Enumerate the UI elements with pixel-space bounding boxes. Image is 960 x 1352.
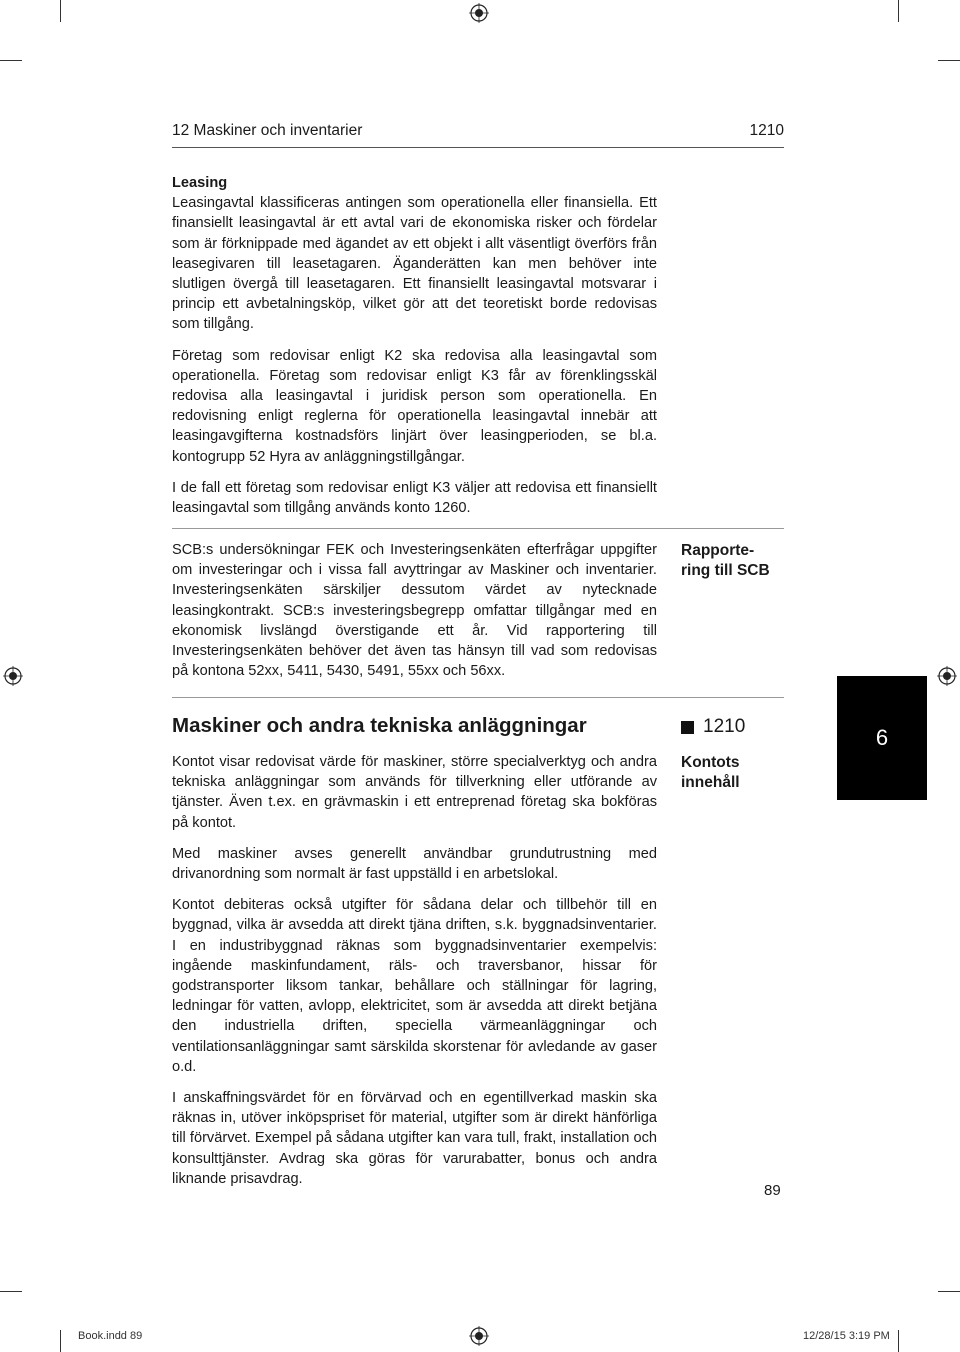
chapter-tab: 6 (837, 676, 927, 800)
paragraph: I de fall ett företag som redovisar enligt K3 väljer att redovisa ett finansiellt leasingavtal som tillgång används konto 1260. (172, 479, 657, 517)
paragraph: Med maskiner avses generellt användbar grundutrustning med drivanordning som normalt är fast uppställd i en arbetslokal. (172, 845, 657, 883)
registration-mark-icon (937, 666, 957, 686)
paragraph: Kontot visar redovisat värde för maskiner, större specialverktyg och andra tekniska anläggningar som används för tillverkning eller utförande av tjänster. Även t.ex. en grävmaskin i ett entreprenad företag ska bokföras på kontot. (172, 754, 657, 831)
section-divider (172, 528, 784, 529)
paragraph: Leasingavtal klassificeras antingen som operationella eller finansiella. Ett finansiellt leasingavtal är ett avtal vari de ekonomiska risker och fördelar som är förknippade med ägandet av ett objekt i allt väsentligt överförs från leasegivaren till leasetagaren. Äganderätten kan men behöver inte slutligen övergå till leasetagaren. Ett finansiellt leasingavtal motsvarar i princip ett avbetalningsköp, vilket gör att det teoretiskt borde redovisas som tillgång. (172, 195, 657, 333)
section-divider (172, 697, 784, 698)
account-number: 1210 (703, 716, 746, 737)
footer-timestamp: 12/28/15 3:19 PM (803, 1330, 890, 1342)
registration-mark-icon (469, 3, 489, 23)
registration-mark-icon (469, 1326, 489, 1346)
scb-section (172, 540, 657, 692)
header-account-number: 1210 (749, 122, 784, 139)
paragraph: Företag som redovisar enligt K2 ska redovisa alla leasingavtal som operationella. Företag som redovisar enligt K3 får av förenklingsskäl redovisa alla leasingavtal i juridisk person som operationella. En redovisning enligt reglerna för operationella leasingavtal innebär att leasingavgifterna kostnadsförs linjärt över leasingperioden, se bl.a. kontogrupp 52 Hyra av anläggningstillgångar. (172, 347, 657, 465)
leasing-heading: Leasing (172, 175, 228, 191)
registration-mark-icon (3, 666, 23, 686)
margin-heading-account-contents: Kontots innehåll (681, 754, 740, 791)
account-marker (681, 716, 745, 738)
chapter-title: 12 Maskiner och inventarier (172, 122, 363, 139)
page-number: 89 (764, 1182, 781, 1199)
leasing-section (172, 173, 657, 529)
header-rule (172, 147, 784, 148)
machines-section (172, 752, 657, 1200)
running-head (172, 122, 784, 140)
square-bullet-icon (681, 721, 694, 734)
footer-filename: Book.indd 89 (78, 1330, 143, 1342)
paragraph: I anskaffningsvärdet för en förvärvad och en egentillverkad maskin ska räknas in, utöver inköpspriset för material, utgifter som är direkt hänförliga till förvärvet. Exempel på sådana utgifter kan vara tull, frakt, installation och konsulttjänster. Avdrag ska göras för varurabatter, bonus och andra liknande prisavdrag. (172, 1090, 657, 1187)
margin-heading-scb: Rapporte- ring till SCB (681, 542, 770, 579)
paragraph: SCB:s undersökningar FEK och Investeringsenkäten efterfrågar uppgifter om investeringar och i vissa fall avyttringar av Maskiner och inventarier. Investeringsenkäten särskiljer dessutom värdet av nytecknade leasingkontrakt. SCB:s investeringsbegrepp omfattar tillgångar med en ekonomisk livslängd överstigande ett år. Vid rapportering till Investeringsenkäten behöver det även tas hänsyn till vad som redovisas på kontona 52xx, 5411, 5430, 5491, 55xx och 56xx. (172, 542, 657, 680)
section-title: Maskiner och andra tekniska anläggningar (172, 714, 587, 737)
paragraph: Kontot debiteras också utgifter för sådana delar och tillbehör till en byggnad, vilka är avsedda att direkt tjäna driften, s.k. byggnadsinventarier. I en industribyggnad räknas som byggnadsinventarier exempelvis: ingående maskinfundament, räls- och traversbanor, hissar för godstransporter liksom tankar, behållare och ställningar för lagring, ledningar för vatten, avlopp, elektricitet, som är avsedda att direkt betjäna den industriella driften, speciella värmeanläggningar och ventilationsanläggningar samt särskilda skorstenar för avledande av gaser o.d. (172, 897, 657, 1075)
